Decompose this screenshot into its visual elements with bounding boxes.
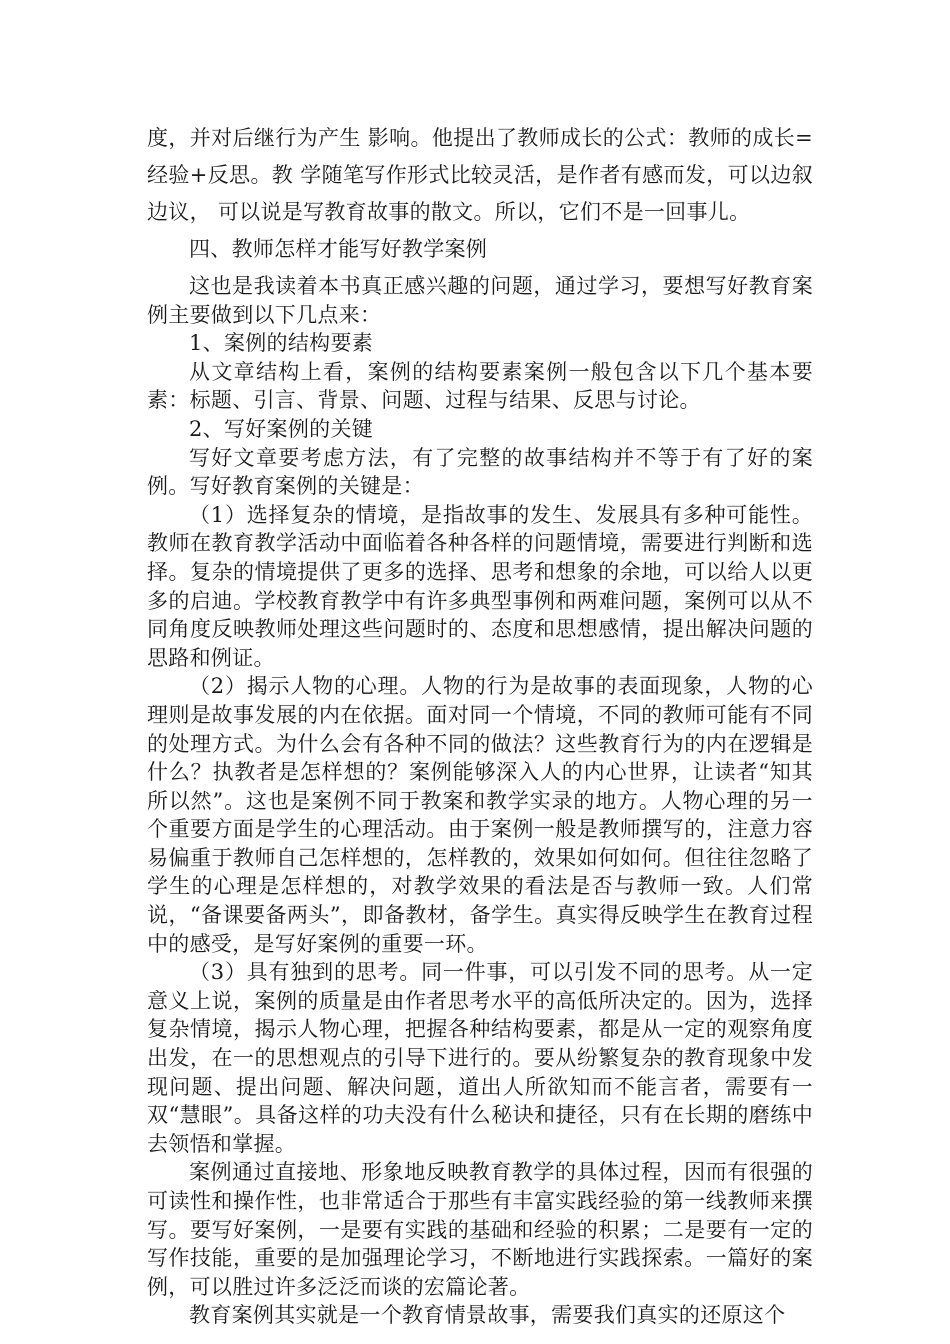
- section-heading-4: 四、教师怎样才能写好教学案例: [189, 237, 488, 261]
- paragraph-point-2: （2）揭示人物的心理。人物的行为是故事的表面现象，人物的心理则是故事发展的内在依据。面对同一个情境，不同的教师可能有不同的处理方式。为什么会有各种不同的做法？这些教育行为的内在逻辑是什么？执教者是怎样想的？案例能够深入人的内心世界，让读者“知其所以然”。这也是案例不同于教案和教学实录的地方。人物心理的另一个重要方面是学生的心理活动。由于案例一般是教师撰写的，注意力容易偏重于教师自己怎样想的，怎样教的，效果如何如何。但往往忽略了学生的心理是怎样想的，对教学效果的看法是否与教师一致。人们常说，“备课要备两头”，即备教材，备学生。真实得反映学生在教育过程中的感受，是写好案例的重要一环。: [147, 674, 813, 956]
- paragraph-point-3: （3）具有独到的思考。同一件事，可以引发不同的思考。从一定意义上说，案例的质量是由作者思考水平的高低所决定的。因为，选择复杂情境，揭示人物心理，把握各种结构要素，都是从一定的观察角度出发，在一的思想观点的引导下进行的。要从纷繁复杂的教育现象中发现问题、提出问题、解决问题，道出人所欲知而不能言者，需要有一双“慧眼”。具备这样的功夫没有什么秘诀和捷径，只有在长期的磨练中去领悟和掌握。: [147, 960, 813, 1156]
- paragraph-key: 写好文章要考虑方法，有了完整的故事结构并不等于有了好的案例。写好教育案例的关键是：: [147, 445, 813, 499]
- paragraph-interest: 这也是我读着本书真正感兴趣的问题，通过学习，要想写好教育案例主要做到以下几点来：: [147, 274, 813, 327]
- paragraph-point-1: （1）选择复杂的情境，是指故事的发生、发展具有多种可能性。教师在教育教学活动中面临着各种各样的问题情境，需要进行判断和选择。复杂的情境提供了更多的选择、思考和想象的余地，可以给人以更多的启迪。学校教育教学中有许多典型事例和两难问题，案例可以从不同角度反映教师处理这些问题时的、态度和思想感情，提出解决问题的思路和例证。: [147, 502, 813, 670]
- subheading-structure: 1、案例的结构要素: [189, 331, 374, 356]
- paragraph-summary: 案例通过直接地、形象地反映教育教学的具体过程，因而有很强的可读性和操作性，也非常适合于那些有丰富实践经验的第一线教师来撰写。要写好案例，一是要有实践的基础和经验的积累；二是要有一定的写作技能，重要的是加强理论学习，不断地进行实践探索。一篇好的案例，可以胜过许多泛泛而谈的宏篇论著。: [147, 1160, 813, 1299]
- paragraph-continuation: 度，并对后继行为产生 影响。他提出了教师成长的公式：教师的成长=经验+反思。教 学随笔写作形式比较灵活，是作者有感而发，可以边叙边议， 可以说是写教育故事的散文。所以，它们不是一回事儿。: [147, 126, 813, 224]
- paragraph-structure: 从文章结构上看，案例的结构要素案例一般包含以下几个基本要素：标题、引言、背景、问题、过程与结果、反思与讨论。: [147, 359, 813, 413]
- paragraph-closing: 教育案例其实就是一个教育情景故事，需要我们真实的还原这个: [189, 1303, 786, 1328]
- document-body: [147, 120, 813, 1330]
- subheading-key: 2、写好案例的关键: [189, 416, 374, 441]
